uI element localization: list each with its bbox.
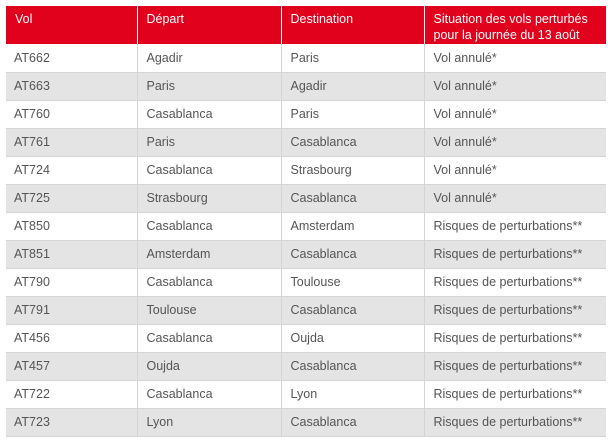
cell-destination: Agadir <box>281 72 424 100</box>
table-row <box>6 268 606 296</box>
cell-flight: AT761 <box>6 128 137 156</box>
cell-status: Vol annulé* <box>424 72 606 100</box>
cell-status: Risques de perturbations** <box>424 380 606 408</box>
cell-flight: AT457 <box>6 352 137 380</box>
cell-status: Vol annulé* <box>424 128 606 156</box>
table-header <box>6 6 606 44</box>
cell-departure: Lyon <box>137 408 281 436</box>
cell-destination: Casablanca <box>281 296 424 324</box>
cell-status: Vol annulé* <box>424 184 606 212</box>
cell-destination: Oujda <box>281 324 424 352</box>
cell-flight: AT723 <box>6 408 137 436</box>
cell-destination: Amsterdam <box>281 212 424 240</box>
cell-status: Risques de perturbations** <box>424 212 606 240</box>
cell-destination: Paris <box>281 100 424 128</box>
flight-status-table <box>6 6 606 437</box>
cell-destination: Paris <box>281 44 424 72</box>
cell-departure: Paris <box>137 128 281 156</box>
cell-departure: Amsterdam <box>137 240 281 268</box>
cell-destination: Strasbourg <box>281 156 424 184</box>
table-row <box>6 212 606 240</box>
cell-status: Risques de perturbations** <box>424 296 606 324</box>
table-row <box>6 184 606 212</box>
table-row <box>6 380 606 408</box>
table-row <box>6 156 606 184</box>
table-row <box>6 324 606 352</box>
cell-departure: Casablanca <box>137 268 281 296</box>
cell-destination: Casablanca <box>281 128 424 156</box>
table-row <box>6 240 606 268</box>
cell-departure: Casablanca <box>137 212 281 240</box>
cell-status: Vol annulé* <box>424 100 606 128</box>
cell-flight: AT724 <box>6 156 137 184</box>
cell-flight: AT791 <box>6 296 137 324</box>
table-row <box>6 44 606 72</box>
cell-status: Risques de perturbations** <box>424 240 606 268</box>
table-row <box>6 352 606 380</box>
cell-flight: AT722 <box>6 380 137 408</box>
cell-destination: Toulouse <box>281 268 424 296</box>
table-row <box>6 128 606 156</box>
cell-flight: AT760 <box>6 100 137 128</box>
cell-departure: Strasbourg <box>137 184 281 212</box>
cell-destination: Casablanca <box>281 240 424 268</box>
cell-flight: AT851 <box>6 240 137 268</box>
header-destination: Destination <box>281 6 424 44</box>
cell-departure: Casablanca <box>137 324 281 352</box>
cell-status: Vol annulé* <box>424 44 606 72</box>
header-flight: Vol <box>6 6 137 44</box>
cell-departure: Oujda <box>137 352 281 380</box>
table-body <box>6 44 606 436</box>
cell-flight: AT456 <box>6 324 137 352</box>
header-departure: Départ <box>137 6 281 44</box>
cell-destination: Casablanca <box>281 352 424 380</box>
cell-status: Risques de perturbations** <box>424 352 606 380</box>
cell-status: Risques de perturbations** <box>424 324 606 352</box>
cell-flight: AT790 <box>6 268 137 296</box>
cell-flight: AT850 <box>6 212 137 240</box>
cell-status: Vol annulé* <box>424 156 606 184</box>
cell-departure: Toulouse <box>137 296 281 324</box>
cell-departure: Paris <box>137 72 281 100</box>
header-row <box>6 6 606 44</box>
cell-departure: Agadir <box>137 44 281 72</box>
cell-status: Risques de perturbations** <box>424 408 606 436</box>
cell-destination: Casablanca <box>281 408 424 436</box>
table-row <box>6 72 606 100</box>
table-row <box>6 296 606 324</box>
cell-departure: Casablanca <box>137 156 281 184</box>
table-row <box>6 408 606 436</box>
cell-flight: AT663 <box>6 72 137 100</box>
table-row <box>6 100 606 128</box>
header-status: Situation des vols perturbés pour la journée du 13 août <box>424 6 606 44</box>
cell-departure: Casablanca <box>137 100 281 128</box>
cell-destination: Lyon <box>281 380 424 408</box>
cell-destination: Casablanca <box>281 184 424 212</box>
cell-flight: AT662 <box>6 44 137 72</box>
cell-flight: AT725 <box>6 184 137 212</box>
cell-departure: Casablanca <box>137 380 281 408</box>
cell-status: Risques de perturbations** <box>424 268 606 296</box>
